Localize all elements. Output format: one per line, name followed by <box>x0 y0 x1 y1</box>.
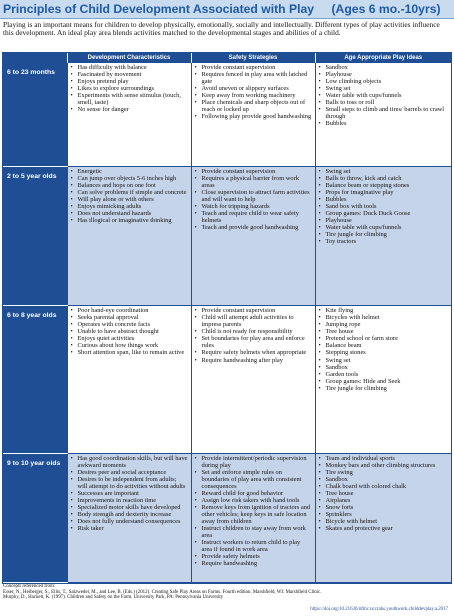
list-item: • No sense for danger <box>71 106 188 113</box>
list-item: • Remove keys from ignition of tractors and other vehicles; keep keys in safe location away from children <box>195 504 312 525</box>
list-item: • Balance beam <box>319 342 449 349</box>
list-item: • Body strength and dexterity increase <box>71 511 188 518</box>
list-item: • Following play provide good handwashing <box>195 113 312 120</box>
list-item: • Provide constant supervision <box>195 307 312 314</box>
play-cell <box>315 306 451 453</box>
list-item: • Provide safety helmets <box>195 553 312 560</box>
list-item: • Skates and protective gear <box>319 525 449 532</box>
bullet-list <box>71 455 188 533</box>
list-item: • Balls to toss or roll <box>319 99 449 106</box>
age-label: 6 to 8 year olds <box>3 306 67 453</box>
list-item: • Toy tractors <box>319 238 449 245</box>
title-bar <box>0 0 454 19</box>
list-item: • Bubbles <box>319 196 449 203</box>
list-item: • Props for imaginative play <box>319 189 449 196</box>
list-item: • Small steps to climb and tires/ barrels to crawl through <box>319 106 449 120</box>
age-label: 9 to 10 year olds <box>3 453 67 582</box>
list-item: • Balances and hops on one foot <box>71 182 188 189</box>
development-cell <box>67 306 191 453</box>
list-item: • Sand box with tools <box>319 203 449 210</box>
list-item: • Watch for tripping hazards <box>195 203 312 210</box>
list-item: • Will play alone or with others <box>71 196 188 203</box>
age-label: 6 to 23 months <box>3 63 67 166</box>
list-item: • Monkey bars and other climbing structures <box>319 462 449 469</box>
play-cell <box>315 63 451 166</box>
list-item: • Likes to explore surroundings <box>71 85 188 92</box>
list-item: • Experiments with sense stimulus (touch, smell, taste) <box>71 92 188 106</box>
list-item: • Reward child for good behavior <box>195 490 312 497</box>
list-item: • Provide intermittent/periodic supervision during play <box>195 455 312 469</box>
list-item: • Requires fenced in play area with latched gate <box>195 71 312 85</box>
list-item: • Enjoys mimicking adults <box>71 203 188 210</box>
list-item: • Snow forts <box>319 504 449 511</box>
table-row <box>3 453 451 582</box>
list-item: • Bubbles <box>319 120 449 127</box>
list-item: • Chalk board with colored chalk <box>319 483 449 490</box>
list-item: • Bicycles with helmet <box>319 314 449 321</box>
bullet-list <box>319 307 449 392</box>
list-item: • Requires a physical barrier from work areas <box>195 175 312 189</box>
list-item: • Improvements in reaction time <box>71 497 188 504</box>
list-item: • Sprinklers <box>319 511 449 518</box>
play-cell <box>315 453 451 582</box>
intro-paragraph: Playing is an important means for children to develop physically, emotionally, socially and intellectually. Different types of play activities influence this development. An ideal play area blends activities matched to the developmental stages and abilities of a child. <box>3 20 440 38</box>
list-item: • Energetic <box>71 168 188 175</box>
list-item: • Instruct children to stay away from work area <box>195 525 312 539</box>
development-cell <box>67 453 191 582</box>
list-item: • Provide constant supervision <box>195 64 312 71</box>
list-item: • Enjoys quiet activities <box>71 335 188 342</box>
play-cell <box>315 166 451 305</box>
list-item: • Has good coordination skills, but will have awkward moments <box>71 455 188 469</box>
list-item: • Water table with cups/funnels <box>319 92 449 99</box>
list-item: • Sandbox <box>319 64 449 71</box>
list-item: • Jumping rope <box>319 321 449 328</box>
list-item: • Stepping stones <box>319 349 449 356</box>
list-item: • Provide constant supervision <box>195 168 312 175</box>
bullet-list <box>319 64 449 127</box>
bullet-list <box>71 307 188 356</box>
development-cell <box>67 63 191 166</box>
list-item: • Operates with concrete facts <box>71 321 188 328</box>
safety-cell <box>191 453 315 582</box>
list-item: • Desires peer and social acceptance <box>71 469 188 476</box>
list-item: • Enjoys pretend play <box>71 78 188 85</box>
bullet-list <box>319 455 449 533</box>
list-item: • Keep away from working machinery <box>195 92 312 99</box>
list-item: • Risk taker <box>71 525 188 532</box>
list-item: • Can jump over objects 5-6 inches high <box>71 175 188 182</box>
list-item: • Tree house <box>319 490 449 497</box>
table-row <box>3 63 451 166</box>
list-item: • Curious about how things work <box>71 342 188 349</box>
safety-cell <box>191 63 315 166</box>
list-item: • Sandbox <box>319 364 449 371</box>
list-item: • Tire jungle for climbing <box>319 231 449 238</box>
bullet-list <box>195 307 312 363</box>
table-row <box>3 306 451 453</box>
list-item: • Avoid uneven or slippery surfaces <box>195 85 312 92</box>
list-item: • Swing set <box>319 85 449 92</box>
list-item: • Playhouse <box>319 71 449 78</box>
development-cell <box>67 166 191 305</box>
list-item: • Close supervision to attract farm activities and will want to help <box>195 189 312 203</box>
list-item: • Set boundaries for play area and enforce rules <box>195 335 312 349</box>
list-item: • Unable to have abstract thought <box>71 328 188 335</box>
bullet-list <box>319 168 449 246</box>
list-item: • Tire jungle for climbing <box>319 385 449 392</box>
list-item: • Low climbing objects <box>319 78 449 85</box>
list-item: • Child will attempt adult activities to impress parents <box>195 314 312 328</box>
table-row <box>3 166 451 305</box>
list-item: • Fascinated by movement <box>71 71 188 78</box>
list-item: • Seeks parental approval <box>71 314 188 321</box>
list-item: • Bicycle with helmet <box>319 518 449 525</box>
list-item: • Teach and provide good handwashing <box>195 224 312 231</box>
list-item: • Does not understand hazards <box>71 210 188 217</box>
list-item: • Pretend school or farm store <box>319 335 449 342</box>
references-heading: Concepts referenced from: <box>3 584 56 589</box>
list-item: • Swing set <box>319 168 449 175</box>
header-corner <box>3 53 67 63</box>
bullet-list <box>195 168 312 231</box>
page-title: Principles of Child Development Associated with Play <box>3 2 315 16</box>
safety-cell <box>191 166 315 305</box>
references <box>3 584 451 601</box>
development-table <box>2 52 452 584</box>
list-item: • Teach and require child to wear safety helmets <box>195 210 312 224</box>
list-item: • Assign low risk takers with hand tools <box>195 497 312 504</box>
list-item: • Balls to throw, kick and catch <box>319 175 449 182</box>
list-item: • Sandbox <box>319 476 449 483</box>
list-item: • Specialized motor skills have developed <box>71 504 188 511</box>
list-item: • Group games: Hide and Seek <box>319 378 449 385</box>
age-range: (Ages 6 mo.-10yrs) <box>331 2 441 16</box>
list-item: • Tree house <box>319 328 449 335</box>
list-item: • Successes are important <box>71 490 188 497</box>
doi-link[interactable]: https://doi.org/10.21636/nfmc.nccrahs.youthwork.childdevplay.a.2017 <box>310 607 448 612</box>
list-item: • Tire swing <box>319 469 449 476</box>
list-item: • Has illogical or imaginative thinking <box>71 217 188 224</box>
header-play: Age Appropriate Play Ideas <box>315 53 451 63</box>
list-item: • Require handwashing <box>195 560 312 567</box>
bullet-list <box>195 455 312 568</box>
list-item: • Child is not ready for responsibility <box>195 328 312 335</box>
list-item: • Balance beam or stepping stones <box>319 182 449 189</box>
list-item: • Place chemicals and sharp objects out of reach or locked up <box>195 99 312 113</box>
list-item: • Does not fully understand consequences <box>71 518 188 525</box>
list-item: • Water table with cups/funnels <box>319 224 449 231</box>
list-item: • Has difficulty with balance <box>71 64 188 71</box>
age-label: 2 to 5 year olds <box>3 166 67 305</box>
safety-cell <box>191 306 315 453</box>
list-item: • Kite flying <box>319 307 449 314</box>
list-item: • Short attention span, like to remain active <box>71 349 188 356</box>
list-item: • Swing set <box>319 357 449 364</box>
list-item: • Set and enforce simple rules on boundaries of play area with consistent consequences <box>195 469 312 490</box>
bullet-list <box>71 168 188 224</box>
list-item: • Can solve problems if simple and concrete <box>71 189 188 196</box>
bullet-list <box>71 64 188 113</box>
list-item: • Airplanes <box>319 497 449 504</box>
list-item: • Instruct workers to return child to play area if found in work area <box>195 539 312 553</box>
list-item: • Playhouse <box>319 217 449 224</box>
table-header-row <box>3 53 451 63</box>
list-item: • Team and individual sports <box>319 455 449 462</box>
header-safety: Safety Strategies <box>191 53 315 63</box>
list-item: • Garden tools <box>319 371 449 378</box>
list-item: • Require safety helmets when appropriate <box>195 349 312 356</box>
header-development: Development Characteristics <box>67 53 191 63</box>
reference-item: Esser, N., Heiberger, S., Ellis, T., Salzwedel, M., and Lee, B. (Eds.) (2012). Creating Safe Play Areas on Farms. Fourth edition. Marshfield, WI: Marshfield Clinic. <box>3 589 322 595</box>
list-item: • Group games: Duck Duck Goose <box>319 210 449 217</box>
list-item: • Desires to be independent from adults; will attempt to do activities without adults <box>71 476 188 490</box>
list-item: • Poor hand-eye coordination <box>71 307 188 314</box>
reference-item: Murphy, D., Hackett, K. (1997). Children and Safety on the Farm. University Park, PA: Pennsylvania University <box>3 595 224 601</box>
bullet-list <box>195 64 312 120</box>
list-item: • Require handwashing after play <box>195 357 312 364</box>
